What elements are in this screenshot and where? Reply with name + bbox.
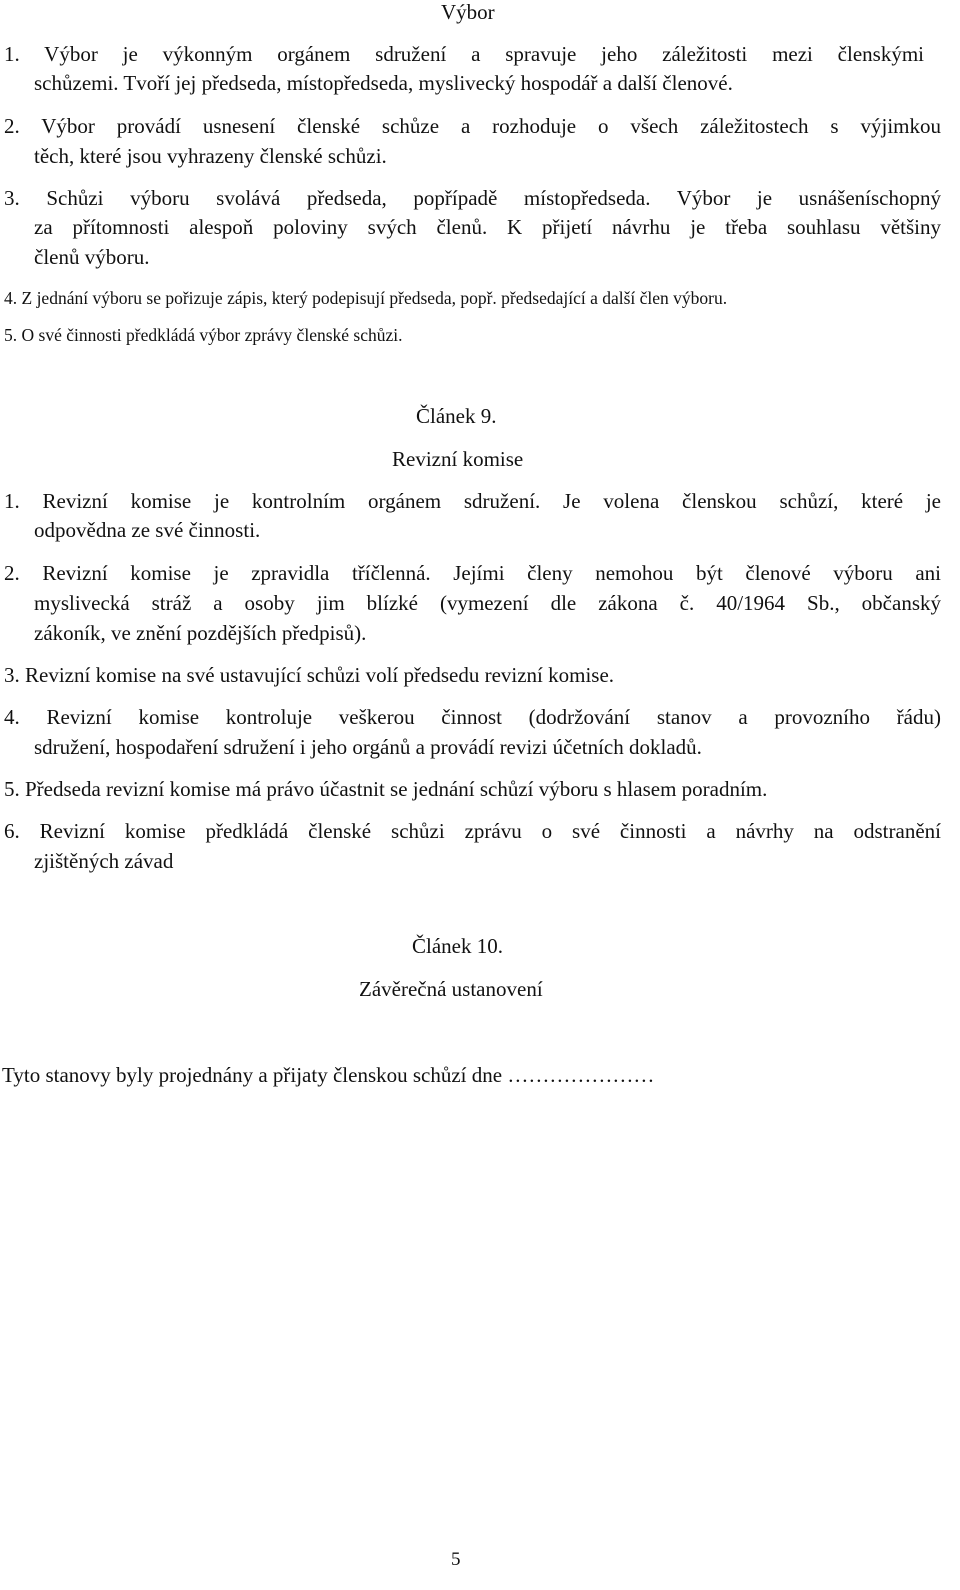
list-item-line: 1. Výbor je výkonným orgánem sdružení a spravuje jeho záležitosti mezi členskými — [4, 42, 924, 66]
list-item-line: odpovědna ze své činnosti. — [34, 518, 261, 542]
list-item-line: myslivecká stráž a osoby jim blízké (vymezení dle zákona č. 40/1964 Sb., občanský — [34, 591, 941, 615]
article-title: Revizní komise — [392, 447, 524, 471]
closing-statement: Tyto stanovy byly projednány a přijaty členskou schůzí dne ………………… — [2, 1063, 655, 1087]
list-item-line: 4. Z jednání výboru se pořizuje zápis, který podepisují předseda, popř. předsedající a další člen výboru. — [4, 288, 728, 308]
list-item-line: 2. Výbor provádí usnesení členské schůze a rozhoduje o všech záležitostech s výjimkou — [4, 114, 941, 138]
list-item-line: sdružení, hospodaření sdružení i jeho orgánů a provádí revizi účetních dokladů. — [34, 735, 702, 759]
list-item-line: členů výboru. — [34, 245, 150, 269]
article-number: Článek 9. — [416, 404, 497, 428]
article-number: Článek 10. — [412, 934, 503, 958]
list-item-line: zjištěných závad — [34, 849, 174, 873]
list-item-line: zákoník, ve znění pozdějších předpisů). — [34, 621, 367, 645]
list-item-line: za přítomnosti alespoň poloviny svých členů. K přijetí návrhu je třeba souhlasu většiny — [34, 215, 941, 239]
list-item-line: těch, které jsou vyhrazeny členské schůzi. — [34, 144, 387, 168]
list-item-line: 5. Předseda revizní komise má právo účastnit se jednání schůzí výboru s hlasem poradním. — [4, 777, 768, 801]
page-number: 5 — [451, 1549, 461, 1570]
list-item-line: 2. Revizní komise je zpravidla tříčlenná. Jejími členy nemohou být členové výboru ani — [4, 561, 941, 585]
list-item-line: 3. Schůzi výboru svolává předseda, popřípadě místopředseda. Výbor je usnášeníschopný — [4, 186, 941, 210]
article-title: Závěrečná ustanovení — [359, 977, 543, 1001]
list-item-line: 3. Revizní komise na své ustavující schůzi volí předsedu revizní komise. — [4, 663, 615, 687]
section-heading: Výbor — [441, 0, 495, 24]
list-item-line: 4. Revizní komise kontroluje veškerou činnost (dodržování stanov a provozního řádu) — [4, 705, 941, 729]
list-item-line: 5. O své činnosti předkládá výbor zprávy členské schůzi. — [4, 325, 403, 345]
list-item-line: 1. Revizní komise je kontrolním orgánem sdružení. Je volena členskou schůzí, které je — [4, 489, 941, 513]
list-item-line: 6. Revizní komise předkládá členské schůzi zprávu o své činnosti a návrhy na odstranění — [4, 819, 941, 843]
list-item-line: schůzemi. Tvoří jej předseda, místopředseda, myslivecký hospodář a další členové. — [34, 71, 733, 95]
